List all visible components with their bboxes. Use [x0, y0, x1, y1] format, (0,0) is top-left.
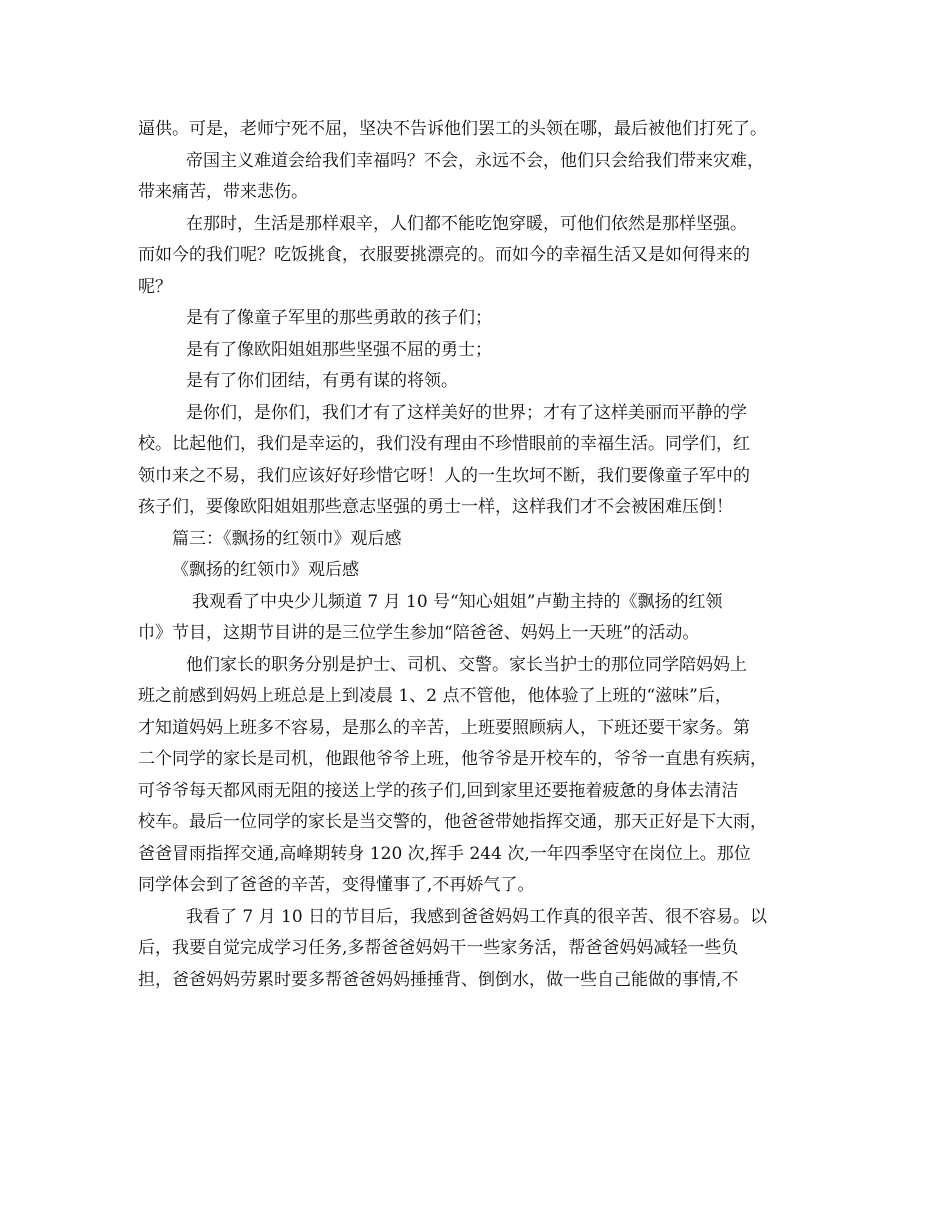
text-line: 担，爸爸妈妈劳累时要多帮爸爸妈妈捶捶背、倒倒水，做一些自己能做的事情,不 [138, 969, 739, 990]
text-line: 而如今的我们呢？吃饭挑食，衣服要挑漂亮的。而如今的幸福生活又是如何得来的 [138, 245, 750, 265]
text-line: 帝国主义难道会给我们幸福吗？不会，永远不会，他们只会给我们带来灾难， [186, 150, 764, 171]
text-line: 孩子们，要像欧阳姐姐那些意志坚强的勇士一样，这样我们才不会被困难压倒！ [138, 497, 733, 517]
text-line: 带来痛苦，带来悲伤。 [138, 182, 308, 202]
text-line: 二个同学的家长是司机，他跟他爷爷上班，他爷爷是开校车的，爷爷一直患有疾病， [138, 749, 767, 769]
text-line: 爸爸冒雨指挥交通,高峰期转身 120 次,挥手 244 次,一年四季坚守在岗位上。那位 [138, 843, 751, 864]
text-line: 校车。最后一位同学的家长是当交警的，他爸爸带她指挥交通，那天正好是下大雨， [138, 812, 767, 832]
text-line: 我看了 7 月 10 日的节目后，我感到爸爸妈妈工作真的很辛苦、很不容易。以 [186, 906, 768, 927]
text-line: 后，我要自觉完成学习任务,多帮爸爸妈妈干一些家务活，帮爸爸妈妈减轻一些负 [138, 938, 739, 958]
text-line: 呢？ [138, 276, 172, 297]
text-line: 是有了像童子军里的那些勇敢的孩子们； [186, 308, 492, 328]
text-line: 校。比起他们，我们是幸运的，我们没有理由不珍惜眼前的幸福生活。同学们，红 [138, 434, 750, 454]
document-body [138, 114, 818, 996]
text-line: 同学体会到了爸爸的辛苦，变得懂事了,不再娇气了。 [138, 875, 535, 895]
article-title: 《飘扬的红领巾》观后感 [172, 560, 359, 580]
text-line: 是有了像欧阳姐姐那些坚强不屈的勇士； [186, 339, 492, 360]
text-line: 是你们，是你们，我们才有了这样美好的世界；才有了这样美丽而平静的学 [186, 402, 747, 423]
text-line: 逼供。可是，老师宁死不屈，坚决不告诉他们罢工的头领在哪，最后被他们打死了。 [138, 119, 767, 139]
text-line: 他们家长的职务分别是护士、司机、交警。家长当护士的那位同学陪妈妈上 [186, 654, 747, 675]
section-heading: 篇三：《飘扬的红领巾》观后感 [172, 528, 402, 549]
text-line: 我观看了中央少儿频道 7 月 10 号“知心姐姐”卢勤主持的《飘扬的红领 [192, 591, 723, 612]
text-line: 在那时，生活是那样艰辛，人们都不能吃饱穿暖，可他们依然是那样坚强。 [186, 213, 747, 234]
text-line: 可爷爷每天都风雨无阻的接送上学的孩子们,回到家里还要拖着疲惫的身体去清洁 [138, 780, 739, 801]
text-line: 才知道妈妈上班多不容易，是那么的辛苦，上班要照顾病人，下班还要干家务。第 [138, 717, 750, 738]
text-line: 是有了你们团结，有勇有谋的将领。 [186, 371, 458, 391]
text-line: 班之前感到妈妈上班总是上到凌晨 1、2 点不管他，他体验了上班的“滋味”后， [138, 686, 732, 706]
text-line: 领巾来之不易，我们应该好好珍惜它呀！人的一生坎坷不断，我们要像童子军中的 [138, 465, 750, 486]
text-line: 巾》节目，这期节目讲的是三位学生参加“陪爸爸、妈妈上一天班”的活动。 [138, 623, 700, 643]
